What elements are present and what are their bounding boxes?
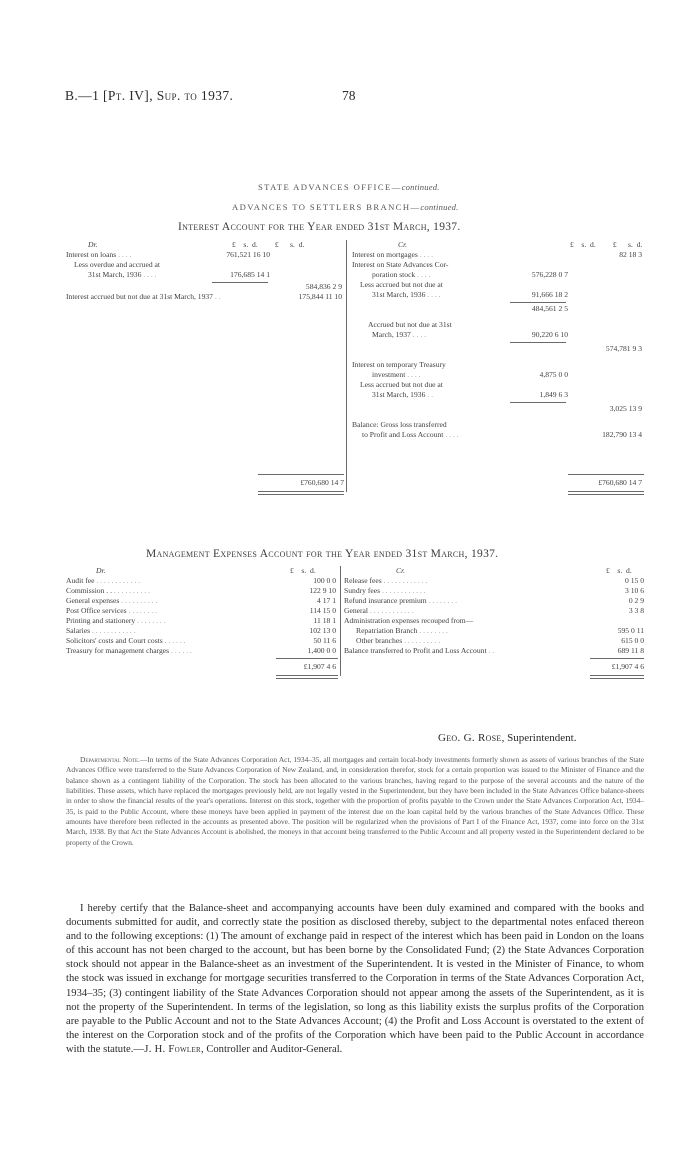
mgmt-dr-line: Treasury for management charges . . . . . .	[66, 646, 192, 655]
interest-cr-line: Less accrued but not due at	[360, 280, 443, 289]
certificate-text: I hereby certify that the Balance-sheet and accompanying accounts have been duly examined and compared with the books and documents submitted for audit, and correctly state the position as disclosed thereby, subject to the departmental notes enfaced thereon and to the following exceptions: (1) The amount of exchange paid in respect of the interest which has been paid in London on the loans of this account has not been charged to the account, but has been borne by the Consolidated Fund; (2) the State Advances Corporation stock should not appear in the Balance-sheet as an investment of the Superintendent. It is vested in the Minister of Finance, to whom the stock was issued in exchange for mortgage securities transferred to the Corporation in terms of the State Advances Corporation Act, 1934–35; (3) contingent liability of the State Advances Corporation should not appear among the assets of the Superintendent, as it is not the property of the Superintendent. In terms of the legislation, so long as this liability exists the surplus profits of the Corporation are payable to the Public Account and not to the State Advances Account; (4) the Profit and Loss Account is overstated to the extent of the interest on the Corporation stock and of the profits of the Corporation which have been paid to the Public Account in accordance with the statute.	[66, 903, 644, 1055]
mgmt-cr-line: Balance transferred to Profit and Loss Account . .	[344, 646, 495, 655]
mgmt-dr-line: Post Office services . . . . . . . .	[66, 606, 157, 615]
interest-cr-line: Balance: Gross loss transferred	[352, 420, 447, 429]
certificate-signer: —J. H. Fowler	[133, 1043, 202, 1055]
mgmt-cr-amount: 595 0 11	[617, 626, 644, 635]
interest-cr-amount: 182,790 13 4	[602, 430, 642, 439]
interest-cr-line: to Profit and Loss Account . . . .	[362, 430, 459, 439]
interest-dr-amount: 175,844 11 10	[298, 292, 342, 301]
mgmt-dr-amount: 114 15 0	[309, 606, 336, 615]
mgmt-dr-amount: 50 11 6	[313, 636, 336, 645]
mgmt-dr-currency-header: £ s. d.	[290, 566, 316, 575]
interest-cr-line: investment . . . .	[372, 370, 421, 379]
note-text: —In terms of the State Advances Corporation Act, 1934–35, all mortgages and certain local-body investments formerly shown as assets of various branches of the State Advances Office were transferred to the State Advances Corporation of New Zealand, and, in consideration therefor, stock for a certain proportion was issued to the Minister of Finance and the balance shown as a contingent liability of the Corporation. The stock has been allocated to the various branches, having regard to the purpose of the several accounts and the nature of the liabilities. These assets, which have replaced the mortgages previously held, are not legally vested in the Superintendent, but they have been included in the State Advances Office balance-sheets in order to show the financial results of the year's operations. Interest on this stock, together with the proportion of profits payable to the Crown under the State Advances Corporation Act, 1934–35, is paid to the Public Account, where these moneys have been applied in payment of the interest due on the loan capital held by the various branches of the State Advances Office. These amounts have therefore been reflected in the accounts as presented above. The position will be regularized when the provisions of Part I of the Finance Act, 1937, come into force on the 31st March, 1938. By that Act the State Advances Account is abolished, the moneys in that account being transferred to the Public Account and all property vested in the Superintendent declared to be property of the Crown.	[66, 755, 644, 847]
superintendent-signature: Geo. G. Rose, Superintendent.	[438, 732, 577, 744]
mgmt-cr-amount: 0 15 0	[625, 576, 644, 585]
interest-cr-line: Interest on temporary Treasury	[352, 360, 446, 369]
mgmt-cr-line: General . . . . . . . . . . . .	[344, 606, 414, 615]
mgmt-dr-total: £1,907 4 6	[303, 662, 336, 671]
interest-dr-line: Interest on loans . . . .	[66, 250, 132, 259]
certificate-signer-title: , Controller and Auditor-General.	[201, 1043, 343, 1055]
mgmt-dr-line: Salaries . . . . . . . . . . . .	[66, 626, 136, 635]
mgmt-cr-label: Cr.	[396, 566, 406, 575]
interest-cr-line: Accrued but not due at 31st	[368, 320, 452, 329]
interest-cr-line: March, 1937 . . . .	[372, 330, 427, 339]
interest-dr-total: £760,680 14 7	[300, 478, 344, 487]
interest-cr-amount: 484,561 2 5	[531, 304, 568, 313]
branch-title: ADVANCES TO SETTLERS BRANCH—continued.	[232, 202, 459, 212]
interest-cr-total: £760,680 14 7	[598, 478, 642, 487]
interest-cr-amount: 91,666 18 2	[531, 290, 568, 299]
mgmt-cr-line: Other branches . . . . . . . . . .	[356, 636, 441, 645]
mgmt-dr-amount: 1,400 0 0	[307, 646, 336, 655]
interest-cr-amount: 574,781 9 3	[605, 344, 642, 353]
mgmt-dr-line: Printing and stationery . . . . . . . .	[66, 616, 166, 625]
mgmt-dr-amount: 122 9 10	[309, 586, 336, 595]
office-title: STATE ADVANCES OFFICE—continued.	[258, 182, 440, 192]
mgmt-dr-amount: 102 13 0	[309, 626, 336, 635]
mgmt-dr-amount: 11 18 1	[313, 616, 336, 625]
interest-dr-amount: 584,836 2 9	[305, 282, 342, 291]
mgmt-cr-line: Refund insurance premium . . . . . . . .	[344, 596, 458, 605]
mgmt-cr-line: Release fees . . . . . . . . . . . .	[344, 576, 428, 585]
management-account-title: Management Expenses Account for the Year ended 31st March, 1937.	[146, 548, 499, 560]
interest-cr-amount: 576,228 0 7	[531, 270, 568, 279]
mgmt-dr-line: Audit fee . . . . . . . . . . . .	[66, 576, 141, 585]
mgmt-cr-amount: 689 11 8	[617, 646, 644, 655]
mgmt-cr-currency-header: £ s. d.	[606, 566, 632, 575]
interest-dr-line: 31st March, 1936 . . . .	[88, 270, 157, 279]
interest-cr-amount: 90,220 6 10	[531, 330, 568, 339]
mgmt-cr-amount: 3 3 8	[628, 606, 644, 615]
mgmt-cr-line: Sundry fees . . . . . . . . . . . .	[344, 586, 426, 595]
interest-cr-label: Cr.	[398, 240, 408, 249]
departmental-note	[66, 755, 644, 848]
mgmt-cr-line: Administration expenses recouped from—	[344, 616, 474, 625]
interest-dr-currency-header: £ s. d. £ s. d.	[232, 240, 305, 249]
interest-cr-line: poration stock . . . .	[372, 270, 431, 279]
page-reference: B.—1 [Pt. IV], Sup. to 1937.	[65, 88, 234, 103]
interest-dr-amount: 761,521 16 10	[226, 250, 270, 259]
interest-cr-amount: 82 18 3	[619, 250, 642, 259]
interest-cr-amount: 1,849 6 3	[539, 390, 568, 399]
interest-cr-amount: 4,875 0 0	[539, 370, 568, 379]
note-lead-in: Departmental Note.	[80, 755, 140, 764]
mgmt-dr-line: General expenses . . . . . . . . . .	[66, 596, 158, 605]
interest-cr-currency-header: £ s. d. £ s. d.	[570, 240, 643, 249]
interest-cr-line: 31st March, 1936 . .	[372, 390, 433, 399]
interest-dr-amount: 176,685 14 1	[230, 270, 270, 279]
mgmt-cr-amount: 0 2 9	[628, 596, 644, 605]
interest-cr-line: Less accrued but not due at	[360, 380, 443, 389]
interest-cr-amount: 3,025 13 9	[609, 404, 642, 413]
page-number: 78	[342, 88, 356, 103]
interest-cr-line: Interest on mortgages . . . .	[352, 250, 433, 259]
interest-dr-line: Less overdue and accrued at	[74, 260, 161, 269]
interest-cr-line: 31st March, 1936 . . . .	[372, 290, 441, 299]
interest-cr-line: Interest on State Advances Cor-	[352, 260, 449, 269]
interest-account-title: Interest Account for the Year ended 31st March, 1937.	[178, 221, 461, 233]
mgmt-dr-amount: 100 0 0	[313, 576, 336, 585]
interest-dr-line: Interest accrued but not due at 31st March, 1937 . .	[66, 292, 221, 301]
mgmt-cr-total: £1,907 4 6	[611, 662, 644, 671]
mgmt-dr-line: Commission . . . . . . . . . . . .	[66, 586, 150, 595]
mgmt-cr-amount: 3 10 6	[625, 586, 644, 595]
mgmt-cr-line: Repatriation Branch . . . . . . . .	[356, 626, 448, 635]
mgmt-dr-line: Solicitors' costs and Court costs . . . . . .	[66, 636, 186, 645]
mgmt-dr-label: Dr.	[96, 566, 106, 575]
mgmt-dr-amount: 4 17 1	[317, 596, 336, 605]
audit-certificate	[66, 902, 644, 1057]
mgmt-cr-amount: 615 0 0	[621, 636, 644, 645]
interest-dr-label: Dr.	[88, 240, 98, 249]
